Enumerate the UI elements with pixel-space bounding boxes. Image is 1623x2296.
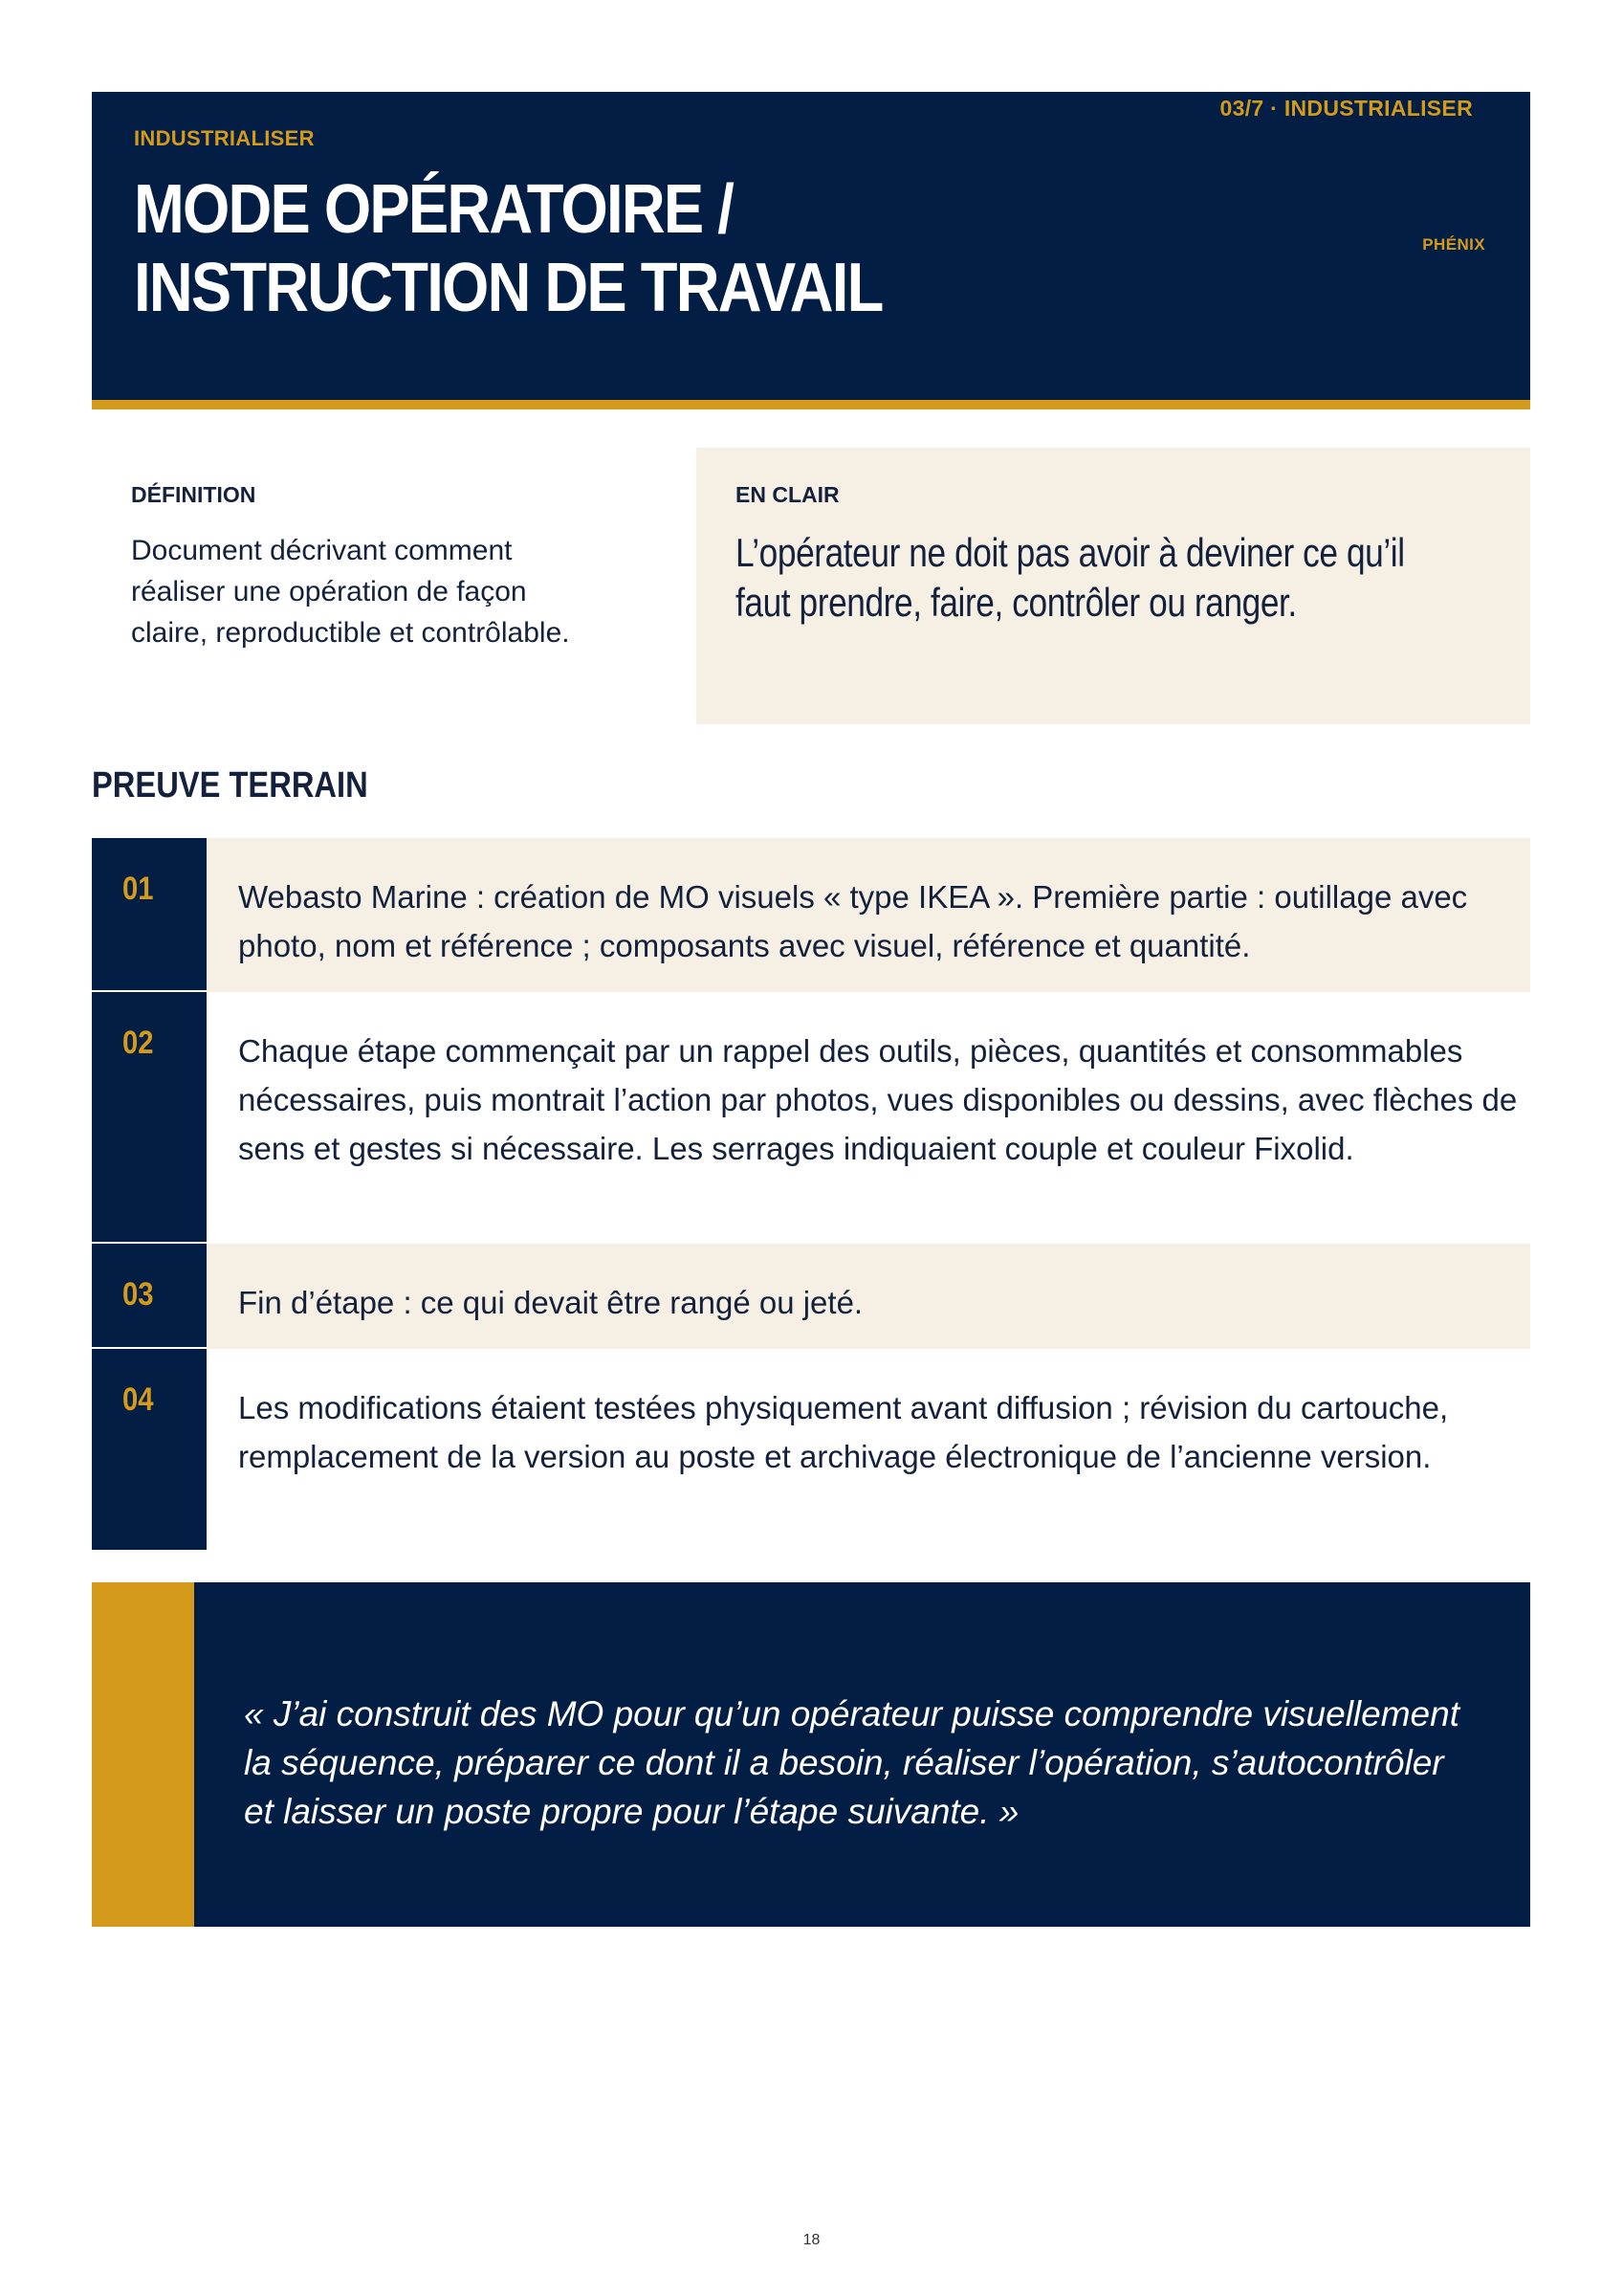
proof-row-01 xyxy=(92,838,1530,992)
page-title xyxy=(134,170,883,327)
proof-text: Les modifications étaient testées physiquement avant diffusion ; révision du cartouche, remplacement de la version au poste et archivage électronique de l’ancienne version. xyxy=(238,1390,1449,1474)
proof-text: Chaque étape commençait par un rappel des outils, pièces, quantités et consommables nécessaires, puis montrait l’action par photos, vues disponibles ou dessins, avec flèches de sens et gestes si nécessaire. Les serrages indiquaient couple et couleur Fixolid. xyxy=(238,1033,1518,1166)
proof-text-cell xyxy=(207,1244,1530,1349)
chapter-tag: 03/7 · INDUSTRIALISER xyxy=(1219,96,1473,121)
proof-number: 03 xyxy=(122,1276,154,1313)
page-title-line: MODE OPÉRATOIRE / xyxy=(134,171,734,248)
proof-number: 01 xyxy=(122,871,154,907)
quote-text: « J’ai construit des MO pour qu’un opérateur puisse comprendre visuellement la séquence, préparer ce dont il a besoin, réaliser l’opération, s’autocontrôler et laisser un poste propre pour l’étape suivante. » xyxy=(244,1694,1459,1831)
proof-text-cell xyxy=(207,1349,1530,1550)
proof-text-cell xyxy=(207,838,1530,992)
definition-text: Document décrivant comment réaliser une opération de façon claire, reproductible et contrôlable. xyxy=(131,535,570,649)
page-number: 18 xyxy=(802,2232,821,2248)
section-kicker: INDUSTRIALISER xyxy=(134,126,315,150)
proof-number-cell xyxy=(92,1244,207,1349)
proof-row-03 xyxy=(92,1244,1530,1349)
en-clair-label: EN CLAIR xyxy=(735,482,840,507)
proof-text-cell xyxy=(207,992,1530,1244)
proof-section-title: PREUVE TERRAIN xyxy=(92,765,368,806)
proof-number: 04 xyxy=(122,1381,154,1418)
page-title-line: INSTRUCTION DE TRAVAIL xyxy=(134,250,883,326)
quote-block xyxy=(92,1582,1530,1927)
header-gold-rule xyxy=(92,400,1530,409)
proof-number-cell xyxy=(92,1349,207,1550)
proof-row-04 xyxy=(92,1349,1530,1550)
proof-row-02 xyxy=(92,992,1530,1244)
en-clair-text: L’opérateur ne doit pas avoir à deviner ce qu’il faut prendre, faire, contrôler ou ranger. xyxy=(735,530,1405,625)
proof-text: Webasto Marine : création de MO visuels « type IKEA ». Première partie : outillage avec photo, nom et référence ; composants avec visuel, référence et quantité. xyxy=(238,879,1468,963)
proof-number-cell xyxy=(92,838,207,992)
brand-label: PHÉNIX xyxy=(1422,235,1485,254)
proof-text: Fin d’étape : ce qui devait être rangé ou jeté. xyxy=(238,1285,864,1320)
quote-accent-bar xyxy=(92,1582,194,1927)
proof-number: 02 xyxy=(122,1025,154,1061)
proof-number-cell xyxy=(92,992,207,1244)
definition-label: DÉFINITION xyxy=(131,482,256,507)
